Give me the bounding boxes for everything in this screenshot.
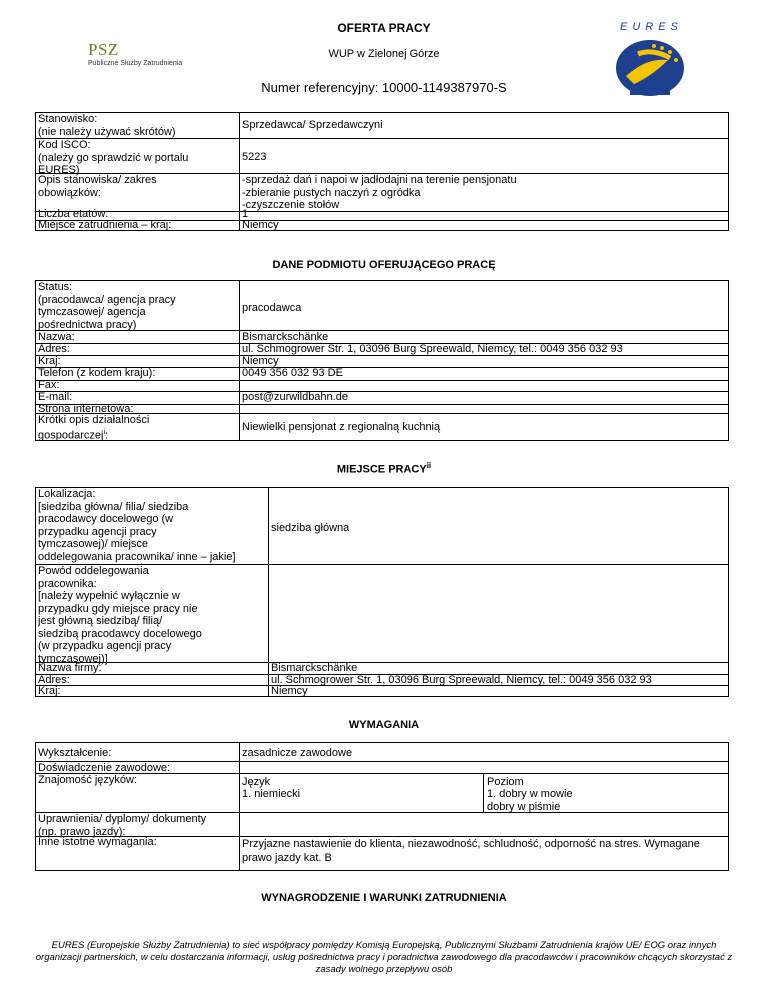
other-label: Inne istotne wymagania:: [38, 836, 157, 848]
email-label: E-mail:: [38, 391, 73, 403]
phone-value: 0049 356 032 93 DE: [242, 367, 343, 379]
workplace-section-title: MIEJSCE PRACY$^{ii}$: [336, 461, 432, 476]
country-value: Niemcy: [242, 355, 279, 367]
phone-label: Telefon (z kodem kraju):: [38, 367, 156, 379]
status-label: Status: (pracodawca/ agencja pracy tymczasowej/ agencja pośrednictwa pracy): [38, 281, 176, 331]
duties-value: -sprzedaż dań i napoi w jadłodajni na terenie pensjonatu -zbieranie pustych naczyń z ogródka -czyszczenie stołów: [242, 174, 517, 211]
level-header: Poziom: [487, 776, 524, 788]
eures-logo: EURES: [608, 18, 692, 100]
education-value: zasadnicze zawodowe: [242, 747, 353, 759]
footer-note: EURES (Europejskie Służby Zatrudnienia) to sieć współpracy pomiędzy Komisją Europejską, Publicznymi Służbami Zatrudnienia krajów UE/ EOG oraz innych organizacji partnerskich, w celu dostarczania informacji, usług pośrednictwa pracy i poradnictwa zawodowego dla pracodawców i pracowników chcących skorzystać z zasady wolnego przepływu osób: [35, 940, 733, 975]
posts-value: 1: [242, 208, 249, 220]
employer-section-title: DANE PODMIOTU OFERUJĄCEGO PRACĘ: [272, 259, 496, 271]
requirements-section-title: WYMAGANIA: [348, 719, 420, 731]
address-label: Adres:: [38, 343, 70, 355]
level-1: 1. dobry w mowie dobry w piśmie: [487, 788, 573, 813]
activity-value: Niewielki pensjonat z regionalną kuchnią: [242, 421, 441, 433]
experience-label: Doświadczenie zawodowe:: [38, 762, 171, 774]
fax-label: Fax:: [38, 379, 60, 391]
company-label: Nazwa firmy:: [38, 662, 102, 674]
address-value: ul. Schmogrower Str. 1, 03096 Burg Spreewald, Niemcy, tel.: 0049 356 032 93: [271, 674, 652, 686]
country-label: Kraj:: [38, 355, 61, 367]
name-value: Bismarckschänke: [242, 331, 329, 343]
languages-label: Znajomość języków:: [38, 774, 138, 786]
licenses-label: Uprawnienia/ dyplomy/ dokumenty (np. prawo jazdy):: [38, 813, 207, 838]
office-name: WUP w Zielonej Górze: [328, 48, 440, 60]
country-value: Niemcy: [242, 219, 279, 231]
posts-label: Liczba etatów:: [38, 208, 109, 220]
page-title: OFERTA PRACY: [337, 21, 431, 35]
location-value: siedziba główna: [271, 522, 350, 534]
position-label: Stanowisko: (nie należy używać skrótów): [38, 113, 176, 138]
name-label: Nazwa:: [38, 331, 75, 343]
duties-label: Opis stanowiska/ zakres obowiązków:: [38, 174, 157, 199]
location-label: Lokalizacja: [siedziba główna/ filia/ siedziba pracodawcy docelowego (w przypadku agencji pracy tymczasowej)/ miejsce oddelegowania pracownika/ inne – jakie]: [38, 488, 236, 563]
education-label: Wykształcenie:: [38, 747, 112, 759]
company-value: Bismarckschänke: [271, 662, 358, 674]
language-1: 1. niemiecki: [242, 788, 301, 800]
position-value: Sprzedawca/ Sprzedawczyni: [242, 119, 383, 131]
psz-logo: PSZ Publiczne Służby Zatrudnienia: [88, 40, 183, 67]
country-label: Kraj:: [38, 685, 61, 697]
country-value: Niemcy: [271, 685, 308, 697]
email-value[interactable]: post@zurwildbahn.de: [242, 391, 348, 403]
status-value: pracodawca: [242, 302, 302, 314]
isco-label: Kod ISCO: (należy go sprawdzić w portalu EURES): [38, 139, 189, 176]
language-header: Język: [242, 776, 271, 788]
reference-number: Numer referencyjny: 10000-1149387970-S: [261, 80, 507, 95]
reason-label: Powód oddelegowania pracownika: [należy wypełnić wyłącznie w przypadku gdy miejsce pracy nie jest główną siedzibą/ filią/ siedzibą pracodawcy docelowego (w przypadku agencji pracy tymczasowej)]: [38, 565, 202, 665]
other-value: Przyjazne nastawienie do klienta, niezawodność, schludność, odporność na stres. Wymagane prawo jazdy kat. B: [242, 838, 700, 864]
website-label: Strona internetowa:: [38, 403, 134, 415]
salary-section-title: WYNAGRODZENIE I WARUNKI ZATRUDNIENIA: [261, 892, 507, 904]
country-label: Miejsce zatrudnienia – kraj:: [38, 219, 172, 231]
address-value: ul. Schmogrower Str. 1, 03096 Burg Spreewald, Niemcy, tel.: 0049 356 032 93: [242, 343, 623, 355]
activity-label: Krótki opis działalności gospodarczej$^i$:: [38, 414, 150, 442]
isco-value: 5223: [242, 151, 267, 163]
address-label: Adres:: [38, 674, 70, 686]
